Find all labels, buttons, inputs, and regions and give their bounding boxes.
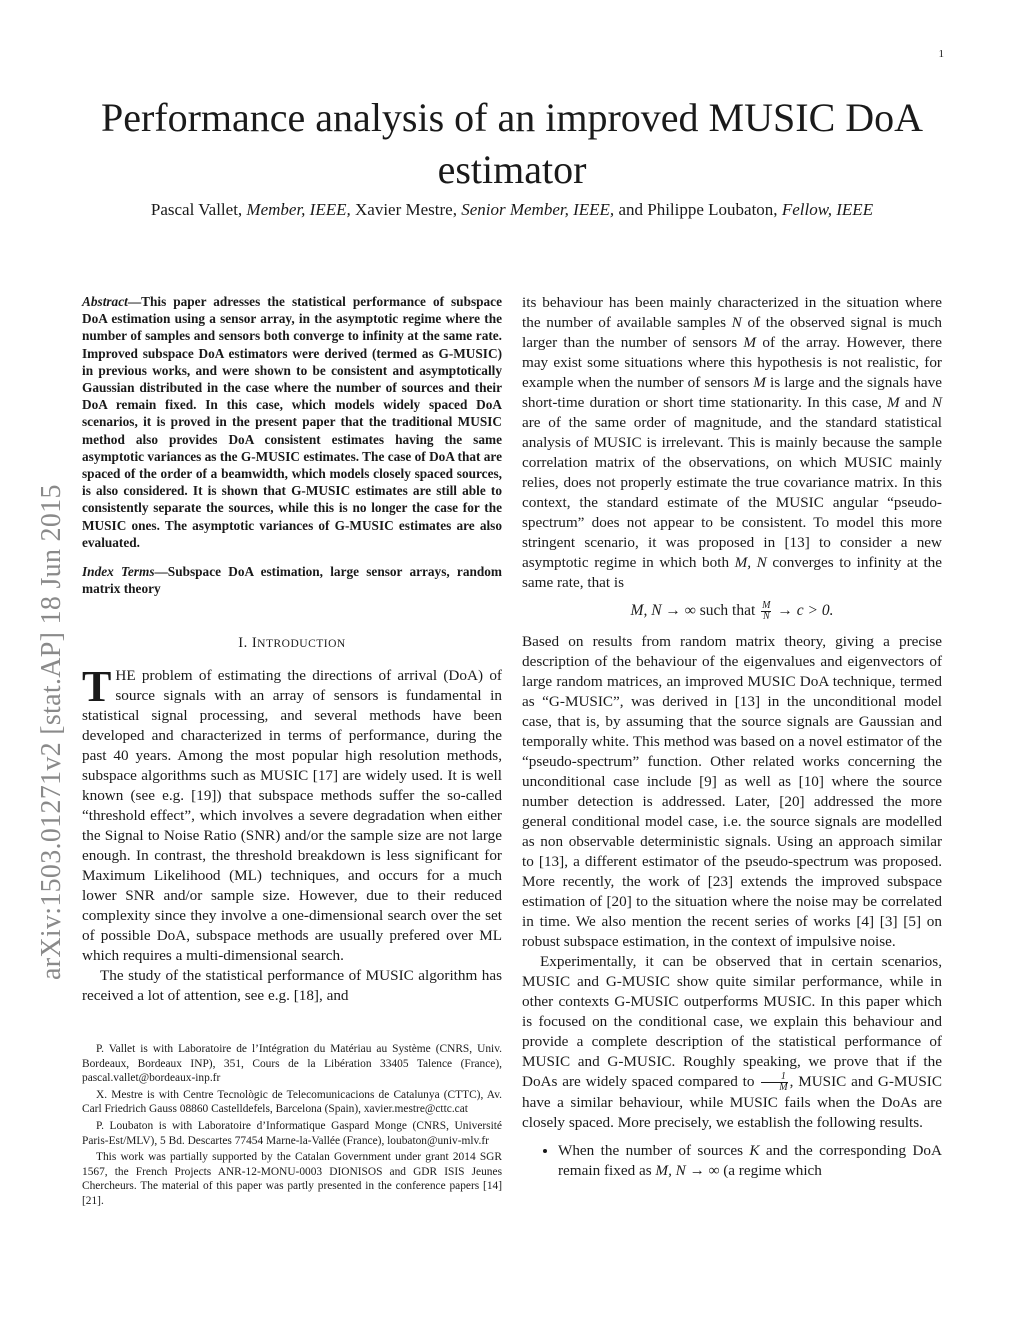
abstract-label: Abstract bbox=[82, 294, 128, 309]
math-M-N: M, N bbox=[734, 554, 767, 571]
equation-mid: such that bbox=[695, 602, 760, 620]
left-column bbox=[82, 293, 502, 1006]
list-item bbox=[558, 1141, 942, 1181]
author-2-role: Senior Member, IEEE, bbox=[461, 200, 615, 219]
index-terms bbox=[82, 563, 502, 597]
math-M: M bbox=[753, 374, 766, 391]
math-N: N bbox=[931, 394, 942, 411]
math-K: K bbox=[749, 1142, 760, 1160]
text-run: converges to infinity at the same rate, that is bbox=[522, 554, 942, 591]
footnote-funding: This work was partially supported by the Catalan Government under grant 2014 SGR 1567, the French Projects ANR-12-MONU-0003 DIONISOS and GDR ISIS Jeunes Chercheurs. The material of this paper was partly presented in the conference papers [14] [21]. bbox=[82, 1151, 502, 1207]
page-number: 1 bbox=[938, 48, 944, 60]
right-column bbox=[522, 293, 942, 1181]
display-equation bbox=[522, 601, 942, 622]
right-paragraph-3 bbox=[522, 952, 942, 1133]
author-1-role: Member, IEEE, bbox=[246, 200, 351, 219]
paper-title bbox=[60, 92, 964, 196]
abstract bbox=[82, 293, 502, 551]
equation-left: M, N → ∞ bbox=[630, 602, 696, 620]
author-3-name: and Philippe Loubaton, bbox=[618, 200, 778, 219]
intro-paragraph-2: The study of the statistical performance of MUSIC algorithm has received a lot of attention, see e.g. [18], and bbox=[82, 967, 502, 1005]
equation-right: → c > 0. bbox=[773, 602, 834, 620]
fraction-denominator: N bbox=[762, 611, 770, 622]
results-list bbox=[522, 1141, 942, 1181]
math-N: N bbox=[731, 314, 742, 331]
right-paragraph-2: Based on results from random matrix theory, giving a precise description of the behaviour of the eigenvalues and eigenvectors of large random matrices, an improved MUSIC DoA technique, termed as “G-MUSIC”, was derived in [13] in the unconditional model case, that is, by assuming that the source signals are Gaussian and temporally white. This method was based on a novel estimator of the “pseudo-spectrum” function. Other related works concerning the unconditional case include [9] as well as [10] where the source number detection is addressed. Later, [20] addressed the more general conditional model case, i.e. the source signals are modelled as non observable deterministic signals. Using an approach similar to [13], a different estimator of the pseudo-spectrum was proposed. More recently, the work of [23] extends the improved subspace estimation of [20] to the situation where the noise may be correlated in time. We also mention the recent series of works [4] [3] [5] on robust subspace estimation, in the context of impulsive noise. bbox=[522, 633, 942, 950]
intro-paragraph-1 bbox=[82, 662, 502, 966]
math-M-N-limit: M, N → ∞ bbox=[655, 1162, 720, 1180]
section-heading-introduction bbox=[82, 635, 502, 652]
footnote-loubaton: P. Loubaton is with Laboratoire d’Informatique Gaspard Monge (CNRS, Université Paris-Est/MLV), 5 Bd. Descartes 77454 Marne-la-Vallée (France), loubaton@univ-mlv.fr bbox=[82, 1119, 502, 1147]
footnote-vallet: P. Vallet is with Laboratoire de l’Intégration du Matériau au Système (CNRS, Univ. Bordeaux, Bordeaux INP), 351, Cours de la Libération 33405 Talence (France), pascal.vallet@bordeaux-inp.fr bbox=[82, 1043, 502, 1085]
text-run: When the number of sources bbox=[558, 1142, 750, 1160]
text-run: , MUSIC and G-MUSIC have a similar behaviour, while MUSIC fails when the DoAs are closely spaced. More precisely, we establish the following results. bbox=[522, 1073, 942, 1132]
fraction-1-over-M bbox=[761, 1072, 787, 1093]
text-run: and the corresponding DoA remain fixed as bbox=[558, 1142, 942, 1180]
footnote-mestre: X. Mestre is with Centre Tecnològic de Telecomunicacions de Catalunya (CTTC), Av. Carl Friedrich Gauss 08860 Castelldefels, Barcelona (Spain), xavier.mestre@cttc.cat bbox=[82, 1088, 502, 1116]
math-M: M bbox=[743, 334, 757, 351]
footnotes bbox=[82, 1042, 502, 1211]
fraction-numerator: 1 bbox=[761, 1072, 787, 1083]
section-number: I. I bbox=[238, 635, 258, 652]
author-list bbox=[60, 200, 964, 220]
text-run: (a regime which bbox=[719, 1162, 822, 1180]
author-1-name: Pascal Vallet, bbox=[150, 200, 243, 219]
text-run: its behaviour has been mainly characterized in the situation where the number of available samples bbox=[522, 294, 942, 331]
text-run: of the array. However, there may exist some situations where this hypothesis is not realistic, for example when the number of sensors bbox=[522, 334, 942, 391]
text-run: and bbox=[899, 394, 932, 411]
fraction-M-over-N bbox=[761, 601, 771, 622]
author-3-role: Fellow, IEEE bbox=[781, 200, 874, 219]
abstract-text: —This paper adresses the statistical performance of subspace DoA estimation using a sensor array, in the asymptotic regime where the number of samples and sensors both converge to infinity at the same rate. Improved subspace DoA estimators were derived (termed as G-MUSIC) in previous works, and were shown to be consistent and asymptotically Gaussian distributed in the case where the number of sources and their DoA remain fixed. In this case, which models widely spaced DoA scenarios, it is proved in the present paper that the traditional MUSIC method also provides DoA consistent estimates having the same asymptotic variances as the G-MUSIC estimates. The case of DoA that are spaced of the order of a beamwidth, which models closely spaced sources, is also considered. It is shown that G-MUSIC estimates are still able to consistently separate the sources, while this is no longer the case for the MUSIC ones. The asymptotic variances of G-MUSIC estimates are also evaluated. bbox=[82, 294, 502, 550]
text-run: are of the same order of magnitude, and the standard statistical analysis of MUSIC is irrelevant. This is mainly because the sample correlation matrix of the observations, on which MUSIC mainly relies, does not properly estimate the true covariance matrix. In this context, the standard estimate of the MUSIC angular “pseudo-spectrum” does not appear to be consistent. To model this more stringent scenario, it was proposed in [13] to consider a new asymptotic regime in which both bbox=[522, 414, 942, 571]
author-2-name: Xavier Mestre, bbox=[355, 200, 457, 219]
intro-paragraph-1-text: HE problem of estimating the directions of arrival (DoA) of source signals with an array of sensors is fundamental in statistical signal processing, and several methods have been developed and characterized in terms of performance, during the past 40 years. Among the most popular high resolution methods, subspace algorithms such as MUSIC [17] are widely used. It is well known (see e.g. [19]) that subspace methods suffer the so-called “threshold effect”, which involves a severe degradation when either the Signal to Noise Ratio (SNR) and/or the sample size are not large enough. In contrast, the threshold breakdown is less significant for Maximum Likelihood (ML) techniques, and occurs for a much lower SNR and/or sample size. However, due to their reduced complexity since they involve a one-dimensional search over the set of possible DoA, subspace methods are usually prefered over ML which requires a multi-dimensional search. bbox=[82, 667, 502, 965]
right-paragraph-1 bbox=[522, 293, 942, 593]
title-line-2: estimator bbox=[437, 147, 587, 192]
math-M: M bbox=[886, 394, 900, 411]
fraction-numerator: M bbox=[762, 600, 771, 611]
fraction-denominator: M bbox=[779, 1082, 788, 1094]
dropcap-letter: T bbox=[82, 662, 112, 712]
text-run: of the observed signal is much larger than the number of sensors bbox=[522, 314, 942, 351]
title-line-1: Performance analysis of an improved MUSIC DoA bbox=[100, 95, 924, 140]
section-name: NTRODUCTION bbox=[257, 638, 346, 651]
text-run: Experimentally, it can be observed that in certain scenarios, MUSIC and G-MUSIC show quite similar performance, while in other contexts G-MUSIC outperforms MUSIC. In this paper which is focused on the conditional case, we explain this behaviour and provide a complete description of the statistical performance of MUSIC and G-MUSIC. Roughly speaking, we prove that if the DoAs are widely spaced compared to bbox=[522, 953, 942, 1090]
index-terms-text: —Subspace DoA estimation, large sensor arrays, random matrix theory bbox=[82, 564, 502, 597]
text-run: is large and the signals have short-time duration or short time stationarity. In this case, bbox=[522, 374, 942, 411]
index-terms-label: Index Terms bbox=[82, 564, 155, 580]
arxiv-stamp: arXiv:1503.01271v2 [stat.AP] 18 Jun 2015 bbox=[36, 484, 67, 980]
